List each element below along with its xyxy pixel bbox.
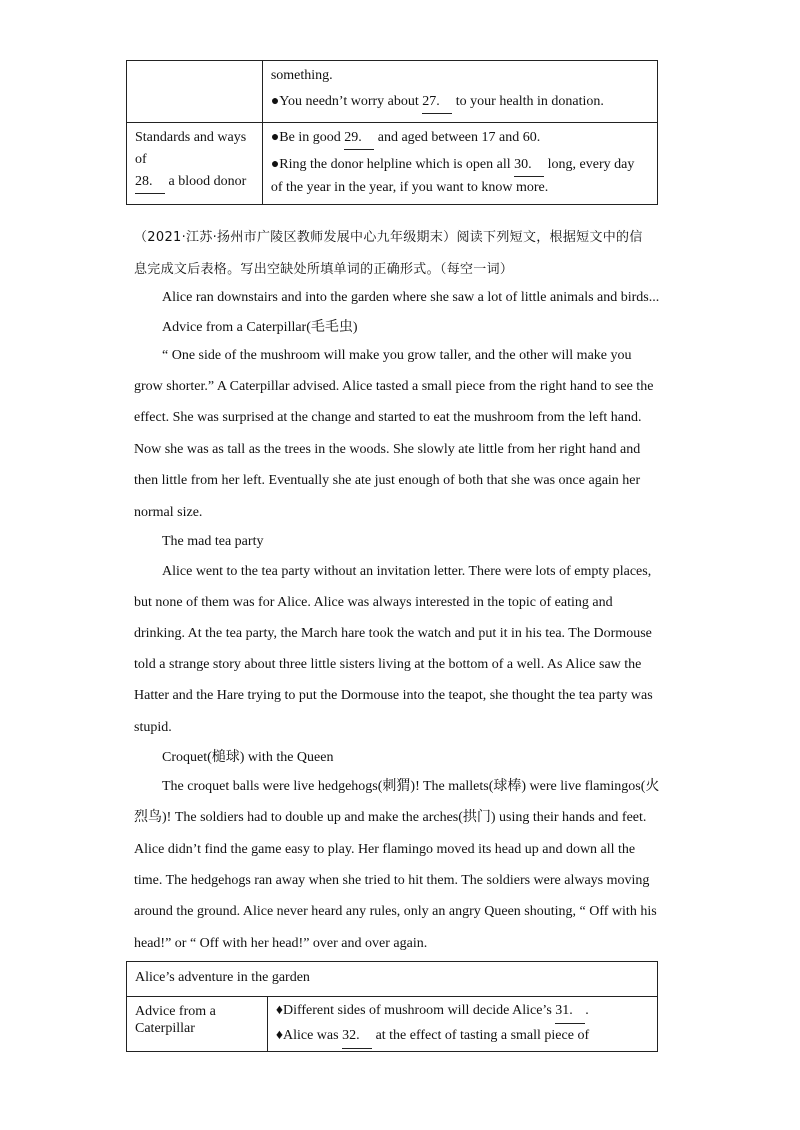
- text-fragment: ●Ring the donor helpline which is open all: [270, 157, 515, 172]
- section-heading: The mad tea party: [162, 534, 264, 549]
- paragraph-line: grow shorter.” A Caterpillar advised. Alice tasted a small piece from the right hand to see the: [134, 379, 654, 394]
- cell-line: [276, 1024, 649, 1049]
- paragraph-line: but none of them was for Alice. Alice was always interested in the topic of eating and: [134, 595, 613, 610]
- text-fragment: at the effect of tasting a small piece of: [372, 1028, 590, 1043]
- paragraph-line: Alice went to the tea party without an invitation letter. There were lots of empty places,: [162, 564, 652, 579]
- cell-line: [271, 127, 649, 150]
- table-row: [127, 997, 658, 1052]
- cell-line: something.: [270, 68, 333, 83]
- cell-line: Standards and ways: [135, 130, 247, 145]
- paragraph-line: drinking. At the tea party, the March hare took the watch and put it in his tea. The Dormouse: [134, 626, 652, 641]
- cell-line: [271, 91, 649, 114]
- paragraph-line: then little from her left. Eventually she ate just enough of both that she was once again her: [134, 473, 641, 488]
- cell-line: of: [135, 152, 147, 167]
- paragraph-line: normal size.: [134, 505, 203, 520]
- table-cell-left: [127, 123, 263, 205]
- table-row: [127, 61, 658, 123]
- cell-line: [276, 999, 649, 1024]
- answer-blank-32[interactable]: 32.: [342, 1024, 372, 1049]
- table-cell-left: [127, 997, 268, 1052]
- text-fragment: .: [585, 1003, 589, 1018]
- answer-blank-28[interactable]: 28.: [135, 171, 165, 194]
- table-cell-left: [127, 61, 263, 123]
- intro-line: （2021·江苏·扬州市广陵区教师发展中心九年级期末）阅读下列短文，根据短文中的信: [134, 230, 643, 245]
- paragraph-line: around the ground. Alice never heard any rules, only an angry Queen shouting, “ Off with his: [134, 904, 657, 919]
- paragraph-line: head!” or “ Off with her head!” over and over again.: [134, 936, 428, 951]
- text-fragment: ●You needn’t worry about: [270, 94, 423, 109]
- paragraph-line: “ One side of the mushroom will make you grow taller, and the other will make you: [162, 348, 632, 363]
- paragraph-line: Now she was as tall as the trees in the woods. She slowly ate little from her right hand and: [134, 442, 641, 457]
- paragraph-line: The croquet balls were live hedgehogs(刺猬)! The mallets(球棒) were live flamingos(火: [162, 779, 660, 794]
- paragraph-line: time. The hedgehogs ran away when she tried to hit them. The soldiers were always moving: [134, 873, 650, 888]
- table-cell-right: [267, 997, 657, 1052]
- table-cell-right: [262, 61, 657, 123]
- paragraph-line: stupid.: [134, 720, 172, 735]
- paragraph-line: Alice didn’t find the game easy to play. Her flamingo moved its head up and down all the: [134, 842, 636, 857]
- section-heading: Croquet(槌球) with the Queen: [162, 750, 334, 765]
- intro-line: 息完成文后表格。写出空缺处所填单词的正确形式。（每空一词）: [134, 262, 514, 277]
- text-fragment: long, every day: [544, 157, 635, 172]
- table-row: [127, 123, 658, 205]
- answer-blank-27[interactable]: 27.: [422, 91, 452, 114]
- table-cell-right: [262, 123, 657, 205]
- text-fragment: ♦Alice was: [275, 1028, 343, 1043]
- answer-blank-30[interactable]: 30.: [514, 154, 544, 177]
- table-header-cell: Alice’s adventure in the garden: [127, 962, 658, 997]
- cell-line: of the year in the year, if you want to know more.: [270, 180, 549, 195]
- paragraph-line: Hatter and the Hare trying to put the Dormouse into the teapot, she thought the tea party was: [134, 688, 653, 703]
- answer-blank-29[interactable]: 29.: [344, 127, 374, 150]
- text-fragment: a blood donor: [165, 174, 247, 189]
- paragraph-line: Alice ran downstairs and into the garden where she saw a lot of little animals and birds...: [162, 290, 660, 305]
- paragraph-line: told a strange story about three little sisters living at the bottom of a well. As Alice saw the: [134, 657, 642, 672]
- text-fragment: ●Be in good: [270, 130, 345, 145]
- cell-line: [271, 154, 649, 177]
- cell-line: Advice from a: [135, 1004, 216, 1019]
- text-fragment: and aged between 17 and 60.: [374, 130, 541, 145]
- answer-blank-31[interactable]: 31.: [555, 999, 585, 1024]
- text-fragment: to your health in donation.: [452, 94, 604, 109]
- section-heading: Advice from a Caterpillar(毛毛虫): [162, 320, 358, 335]
- paragraph-line: 烈鸟)! The soldiers had to double up and make the arches(拱门) using their hands and feet.: [134, 810, 647, 825]
- paragraph-line: effect. She was surprised at the change and started to eat the mushroom from the left hand.: [134, 410, 642, 425]
- text-fragment: ♦Different sides of mushroom will decide Alice’s: [275, 1003, 556, 1018]
- table-bottom: [126, 961, 658, 1052]
- cell-line: Caterpillar: [135, 1021, 195, 1036]
- table-top: [126, 60, 658, 205]
- cell-line: [135, 171, 254, 194]
- table-row: [127, 962, 658, 997]
